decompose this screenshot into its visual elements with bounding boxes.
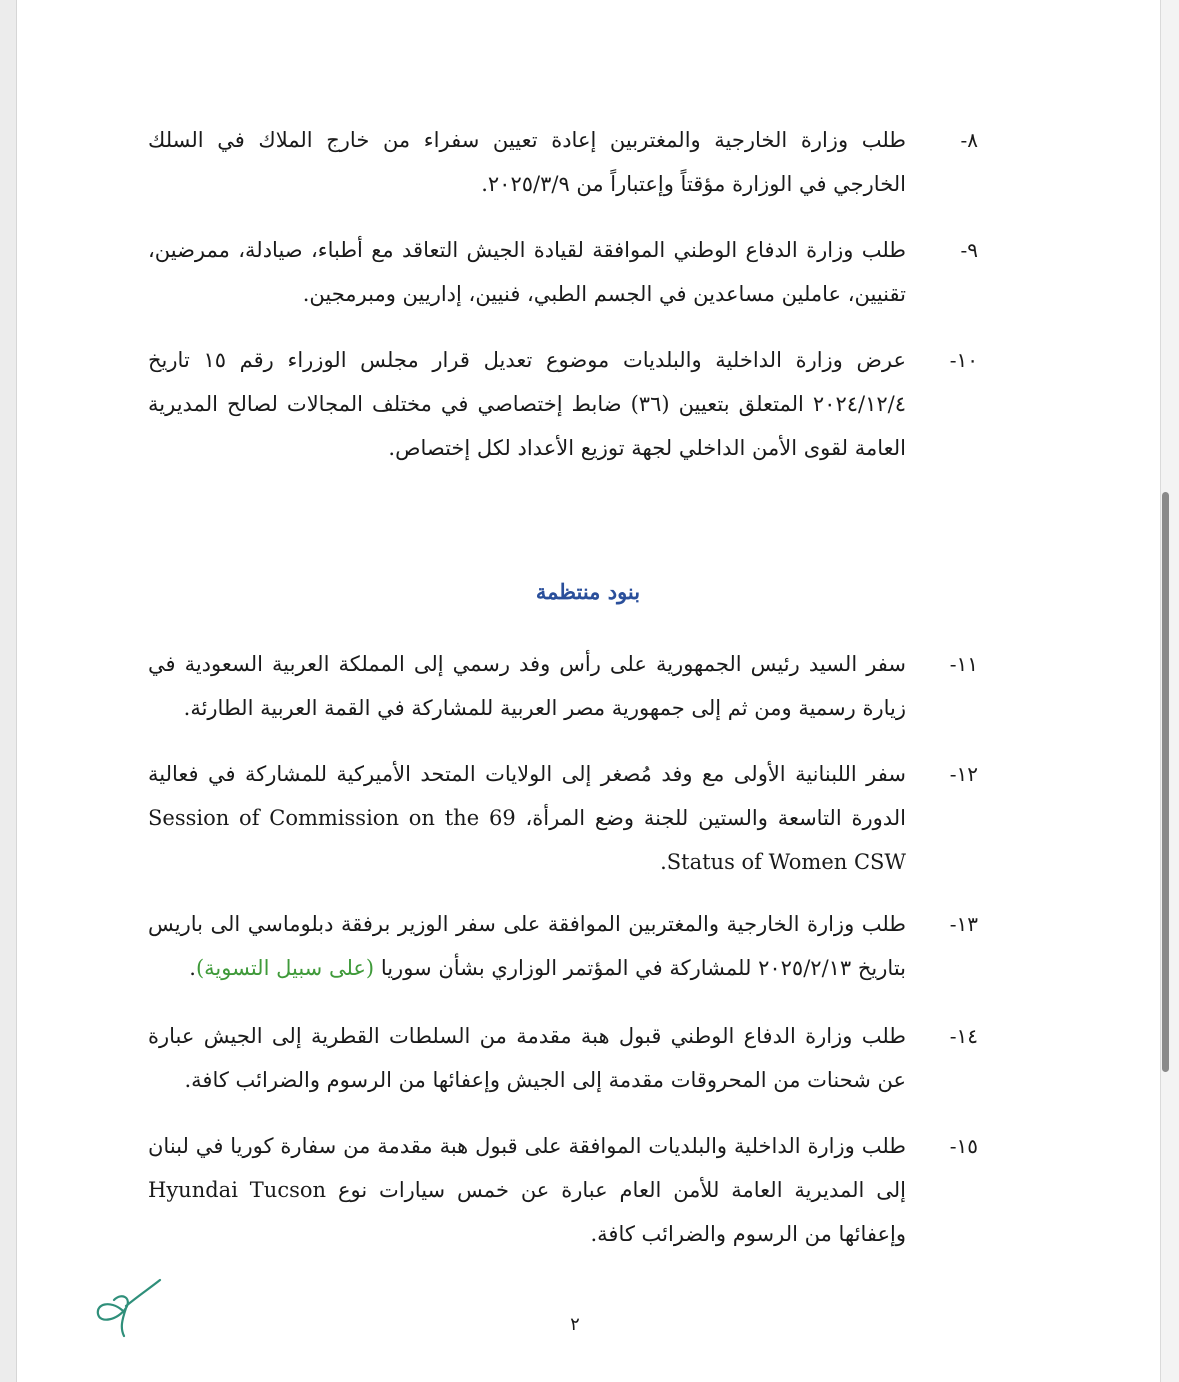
item-text: طلب وزارة الخارجية والمغتربين الموافقة على سفر الوزير برفقة دبلوماسي الى باريس بتاريخ ٢٠٢٥/٢/١٣ للمشاركة في المؤتمر الوزاري بشأن سوريا <box>148 912 906 980</box>
viewer-left-margin <box>0 0 17 1382</box>
item-text: طلب وزارة الدفاع الوطني قبول هبة مقدمة من السلطات القطرية إلى الجيش عبارة عن شحنات من المحروقات مقدمة إلى الجيش وإعفائها من الرسوم والضرائب كافة. <box>148 1024 906 1092</box>
item-number: ٨- <box>960 128 978 152</box>
item-text: سفر السيد رئيس الجمهورية على رأس وفد رسمي إلى المملكة العربية السعودية في زيارة رسمية ومن ثم إلى جمهورية مصر العربية للمشاركة في القمة العربية الطارئة. <box>148 652 906 720</box>
handwritten-signature-icon <box>92 1270 172 1340</box>
list-item-15 <box>148 1124 978 1256</box>
item-number: ١٥- <box>949 1134 978 1158</box>
item-text: طلب وزارة الداخلية والبلديات الموافقة على قبول هبة مقدمة من سفارة كوريا في لبنان إلى المديرية العامة للأمن العام عبارة عن خمس سيارات نوع Hyundai Tucson وإعفائها من الرسوم والضرائب كافة. <box>148 1134 906 1246</box>
page-number: ٢ <box>570 1314 580 1335</box>
list-item-12 <box>148 752 978 884</box>
item-number: ١١- <box>949 652 978 676</box>
item-number: ١٢- <box>949 762 978 786</box>
annotation-note: (على سبيل التسوية) <box>195 956 375 980</box>
item-text-tail: . <box>189 956 196 980</box>
section-heading: بنود منتظمة <box>535 579 641 604</box>
list-item-10 <box>148 338 978 470</box>
list-item-13 <box>148 902 978 990</box>
list-item-11 <box>148 642 978 730</box>
list-item-14 <box>148 1014 978 1102</box>
item-number: ٩- <box>960 238 978 262</box>
item-number: ١٠- <box>949 348 978 372</box>
list-item-9 <box>148 228 978 316</box>
item-text: طلب وزارة الخارجية والمغتربين إعادة تعيين سفراء من خارج الملاك في السلك الخارجي في الوزارة مؤقتاً وإعتباراً من ٢٠٢٥/٣/٩. <box>148 128 906 196</box>
item-text-wrapper <box>148 902 906 990</box>
item-text: سفر اللبنانية الأولى مع وفد مُصغر إلى الولايات المتحد الأميركية للمشاركة في فعالية الدورة التاسعة والستين للجنة وضع المرأة، 69 Session of Commission on the Status of Women CSW. <box>148 762 906 874</box>
item-number: ١٤- <box>949 1024 978 1048</box>
item-text: عرض وزارة الداخلية والبلديات موضوع تعديل قرار مجلس الوزراء رقم ١٥ تاريخ ٢٠٢٤/١٢/٤ المتعلق بتعيين (٣٦) ضابط إختصاصي في مختلف المجالات لصالح المديرية العامة لقوى الأمن الداخلي لجهة توزيع الأعداد لكل إختصاص. <box>148 348 907 460</box>
item-text: طلب وزارة الدفاع الوطني الموافقة لقيادة الجيش التعاقد مع أطباء، صيادلة، ممرضين، تقنيين، عاملين مساعدين في الجسم الطبي، فنيين، إداريين ومبرمجين. <box>148 238 906 306</box>
list-item-8 <box>148 118 978 206</box>
scrollbar-thumb[interactable] <box>1162 492 1169 1072</box>
item-number: ١٣- <box>949 912 978 936</box>
